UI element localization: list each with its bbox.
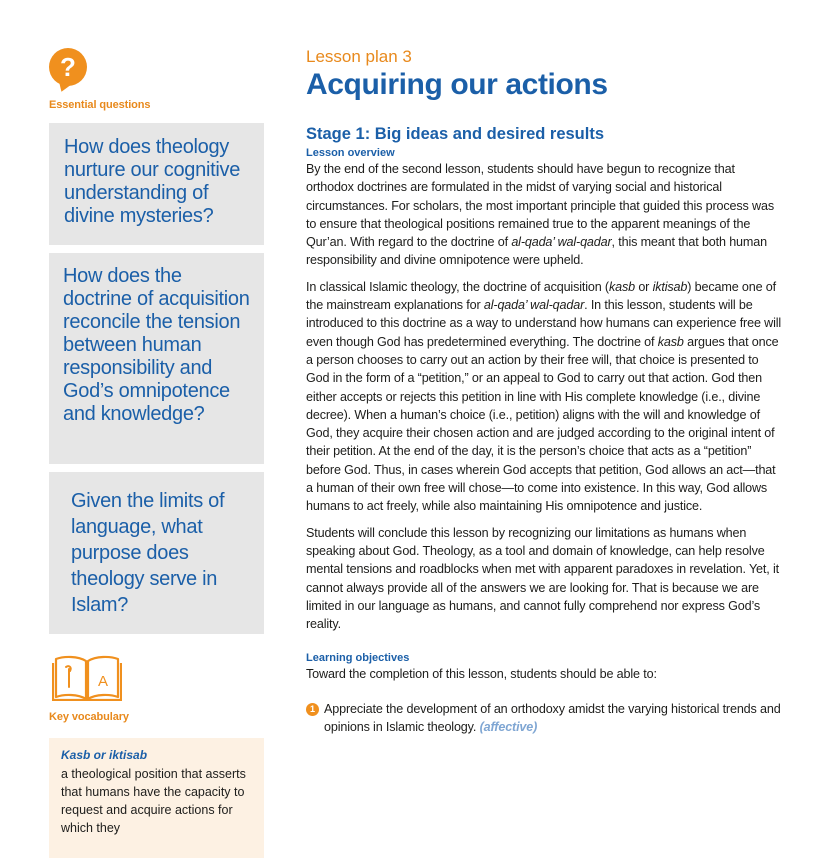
stage-title: Stage 1: Big ideas and desired results — [306, 125, 605, 143]
key-vocabulary-label: Key vocabulary — [49, 711, 129, 723]
objective-number-badge: 1 — [306, 703, 319, 716]
open-book-icon — [52, 653, 122, 701]
essential-question-2: How does the doctrine of acquisition reconcile the tension between human responsibility and God’s omnipotence and knowledge? — [63, 265, 250, 425]
lesson-label: Lesson plan 3 — [306, 47, 412, 66]
essential-question-3: Given the limits of language, what purpose does theology serve in Islam? — [71, 490, 225, 616]
question-icon: ? — [49, 48, 87, 86]
overview-paragraph-2: In classical Islamic theology, the doctrine of acquisition (kasb or iktisab) became one of the mainstream explanations for al-qada’ wal-qadar. In this lesson, students will be introduced to this doctrine as a way to understand how humans can experience free will even though God has predetermined everything. The doctrine of kasb argues that once a person chooses to carry out an action by their free will, that choice is presented to God in the form of a “petition,” or an appeal to God to carry out that action. God then either accepts or rejects this petition in line with His complete knowledge (i.e., divine decree). When a human’s choice (i.e., petition) aligns with the will and knowledge of God, they acquire their chosen action and are judged according to the original intent of their petition. At the end of the day, it is the person’s choice that acts as a “petition” before God. Thus, in cases wherein God accepts that petition, God allows an act—that a human of their own free will chose—to come into existence. In this way, God allows humans to act freely, while also maintaining His omnipotence and justice. — [306, 279, 782, 514]
essential-questions-label: Essential questions — [49, 99, 151, 111]
objective-text: Appreciate the development of an orthodoxy amidst the varying historical trends and opinions in Islamic theology. (affective) — [324, 701, 781, 735]
vocab-definition: a theological position that asserts that humans have the capacity to request and acquire actions for which they — [61, 767, 246, 835]
objective-item — [306, 700, 784, 737]
essential-question-box — [49, 253, 264, 464]
affective-tag: (affective) — [479, 720, 538, 735]
vocab-term: Kasb or iktisab — [61, 748, 148, 762]
objectives-intro: Toward the completion of this lesson, students should be able to: — [306, 667, 657, 682]
vocab-icon-letter: A — [97, 673, 109, 690]
essential-question-1: How does theology nurture our cognitive understanding of divine mysteries? — [64, 136, 241, 227]
overview-paragraph-1: By the end of the second lesson, students should have begun to recognize that orthodox doctrines are formulated in the midst of varying social and historical circumstances. For scholars, the most important principle that guided this process was to ensure that theological positions remained true to the apparent meanings of the Qur’an. With regard to the doctrine of al-qada’ wal-qadar, this meant that both human responsibility and divine omnipotence were upheld. — [306, 162, 774, 268]
overview-paragraph-3: Students will conclude this lesson by recognizing our limitations as humans when speaking about God. Theology, as a tool and domain of knowledge, can help resolve mental tensions and roadblocks when met with apparent paradoxes in revelation. Yet, it cannot always provide all of the answers we are looking for. That is because we are limited in our language as humans, and cannot fully comprehend nor express God’s reality. — [306, 525, 779, 632]
essential-question-box — [49, 123, 264, 245]
essential-question-box — [49, 472, 264, 634]
page-title: Acquiring our actions — [306, 68, 608, 101]
main-content — [306, 46, 784, 736]
vocabulary-card — [49, 738, 264, 858]
lesson-overview-label: Lesson overview — [306, 147, 395, 159]
learning-objectives-label: Learning objectives — [306, 652, 410, 665]
